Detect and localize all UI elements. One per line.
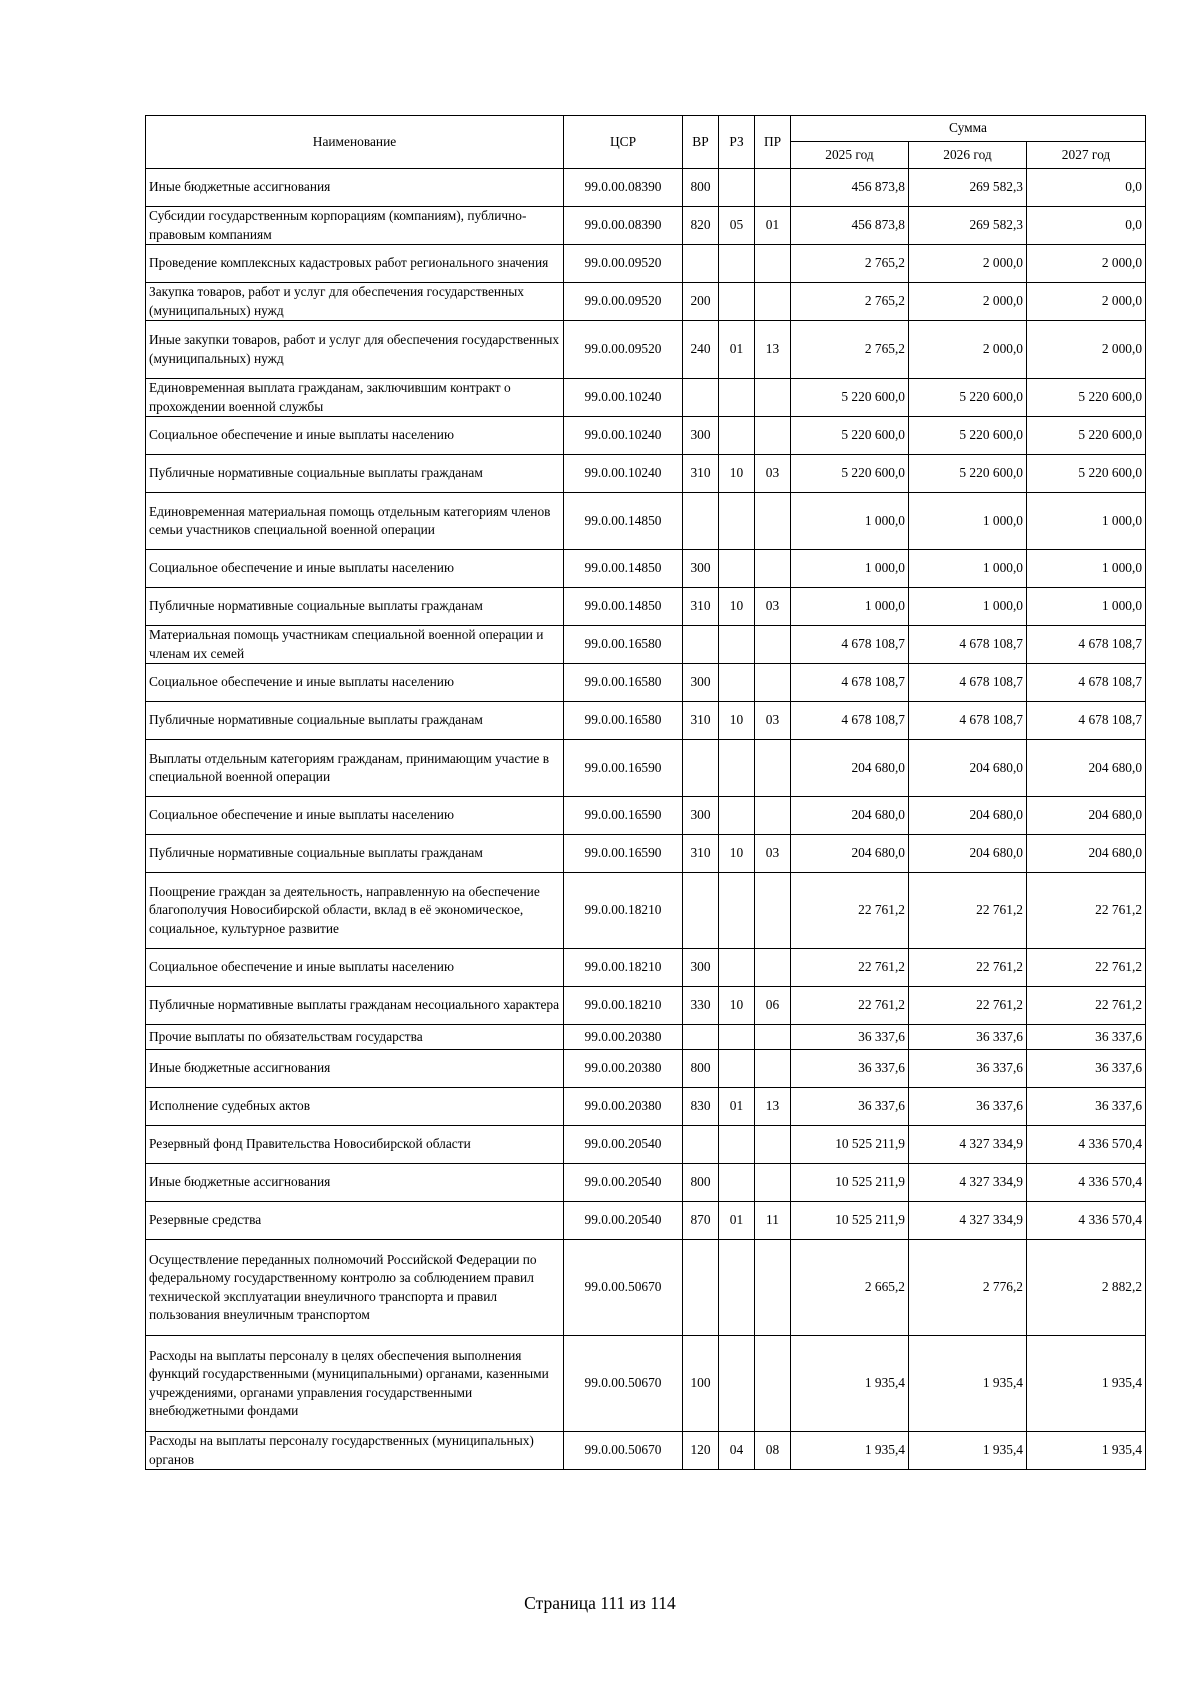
table-cell-name: Иные закупки товаров, работ и услуг для обеспечения государственных (муниципальных) нужд <box>146 321 564 379</box>
table-row <box>146 493 1146 550</box>
table-cell-rz <box>719 1050 755 1088</box>
table-cell-csr: 99.0.00.16580 <box>564 664 683 702</box>
table-cell-2025: 4 678 108,7 <box>791 664 909 702</box>
table-cell-pr <box>755 379 791 417</box>
table-cell-2027: 4 336 570,4 <box>1027 1126 1146 1164</box>
table-cell-rz: 05 <box>719 207 755 245</box>
table-cell-pr <box>755 1050 791 1088</box>
table-cell-name: Поощрение граждан за деятельность, направленную на обеспечение благополучия Новосибирской области, вклад в её экономическое, социальное, культурное развитие <box>146 873 564 949</box>
table-cell-rz <box>719 1126 755 1164</box>
table-cell-pr <box>755 740 791 797</box>
table-cell-vr: 120 <box>683 1432 719 1470</box>
table-cell-pr: 03 <box>755 455 791 493</box>
table-row <box>146 455 1146 493</box>
table-cell-2027: 4 336 570,4 <box>1027 1164 1146 1202</box>
table-cell-2025: 4 678 108,7 <box>791 626 909 664</box>
table-row <box>146 1126 1146 1164</box>
table-cell-2027: 2 882,2 <box>1027 1240 1146 1336</box>
table-cell-rz <box>719 873 755 949</box>
table-cell-2027: 5 220 600,0 <box>1027 455 1146 493</box>
table-row <box>146 702 1146 740</box>
table-cell-csr: 99.0.00.16580 <box>564 626 683 664</box>
table-cell-rz <box>719 379 755 417</box>
table-cell-2027: 1 000,0 <box>1027 588 1146 626</box>
table-row <box>146 1025 1146 1050</box>
table-cell-csr: 99.0.00.20380 <box>564 1025 683 1050</box>
table-cell-2027: 0,0 <box>1027 169 1146 207</box>
table-cell-2025: 5 220 600,0 <box>791 455 909 493</box>
table-cell-rz <box>719 1025 755 1050</box>
table-cell-name: Расходы на выплаты персоналу в целях обеспечения выполнения функций государственными (муниципальными) органами, казенными учреждениями, органами управления государственными внебюджетными фондами <box>146 1336 564 1432</box>
table-cell-pr: 13 <box>755 321 791 379</box>
table-cell-csr: 99.0.00.18210 <box>564 949 683 987</box>
table-row <box>146 1050 1146 1088</box>
table-cell-pr <box>755 1336 791 1432</box>
table-cell-rz <box>719 493 755 550</box>
table-cell-csr: 99.0.00.09520 <box>564 283 683 321</box>
table-cell-name: Единовременная материальная помощь отдельным категориям членов семьи участников специальной военной операции <box>146 493 564 550</box>
table-row <box>146 379 1146 417</box>
table-cell-pr: 03 <box>755 702 791 740</box>
table-cell-name: Выплаты отдельным категориям гражданам, принимающим участие в специальной военной операции <box>146 740 564 797</box>
table-row <box>146 417 1146 455</box>
table-row <box>146 664 1146 702</box>
table-row <box>146 1088 1146 1126</box>
header-year-2026: 2026 год <box>909 142 1027 169</box>
table-cell-2027: 0,0 <box>1027 207 1146 245</box>
table-cell-pr <box>755 873 791 949</box>
table-cell-csr: 99.0.00.08390 <box>564 207 683 245</box>
table-cell-2027: 2 000,0 <box>1027 283 1146 321</box>
table-cell-name: Субсидии государственным корпорациям (компаниям), публично-правовым компаниям <box>146 207 564 245</box>
table-cell-vr: 100 <box>683 1336 719 1432</box>
table-cell-2026: 4 678 108,7 <box>909 664 1027 702</box>
table-cell-2025: 10 525 211,9 <box>791 1126 909 1164</box>
table-cell-rz <box>719 949 755 987</box>
table-cell-2026: 204 680,0 <box>909 797 1027 835</box>
table-cell-pr <box>755 664 791 702</box>
table-row <box>146 987 1146 1025</box>
table-cell-2027: 5 220 600,0 <box>1027 417 1146 455</box>
table-row <box>146 1432 1146 1470</box>
table-cell-2027: 36 337,6 <box>1027 1088 1146 1126</box>
table-cell-2027: 1 000,0 <box>1027 493 1146 550</box>
table-row <box>146 797 1146 835</box>
table-cell-pr <box>755 1240 791 1336</box>
table-cell-rz <box>719 664 755 702</box>
table-cell-2026: 2 000,0 <box>909 321 1027 379</box>
table-cell-csr: 99.0.00.18210 <box>564 873 683 949</box>
table-cell-2026: 1 935,4 <box>909 1336 1027 1432</box>
table-cell-rz <box>719 550 755 588</box>
table-row <box>146 1240 1146 1336</box>
header-rz: РЗ <box>719 116 755 169</box>
table-cell-csr: 99.0.00.20380 <box>564 1088 683 1126</box>
table-cell-2026: 2 776,2 <box>909 1240 1027 1336</box>
table-cell-2026: 22 761,2 <box>909 949 1027 987</box>
table-cell-name: Иные бюджетные ассигнования <box>146 1164 564 1202</box>
table-cell-csr: 99.0.00.20380 <box>564 1050 683 1088</box>
header-csr: ЦСР <box>564 116 683 169</box>
table-cell-2027: 204 680,0 <box>1027 740 1146 797</box>
table-cell-2026: 1 935,4 <box>909 1432 1027 1470</box>
table-row <box>146 1202 1146 1240</box>
table-cell-vr: 310 <box>683 455 719 493</box>
header-sum: Сумма <box>791 116 1146 142</box>
table-cell-rz <box>719 417 755 455</box>
table-cell-vr: 800 <box>683 1050 719 1088</box>
table-cell-vr: 300 <box>683 797 719 835</box>
table-cell-name: Социальное обеспечение и иные выплаты населению <box>146 949 564 987</box>
table-cell-2026: 2 000,0 <box>909 283 1027 321</box>
table-cell-2026: 5 220 600,0 <box>909 379 1027 417</box>
table-cell-rz <box>719 1336 755 1432</box>
table-row <box>146 169 1146 207</box>
table-cell-2026: 36 337,6 <box>909 1050 1027 1088</box>
table-row <box>146 588 1146 626</box>
table-cell-vr <box>683 493 719 550</box>
table-cell-2027: 204 680,0 <box>1027 835 1146 873</box>
table-cell-2026: 5 220 600,0 <box>909 417 1027 455</box>
table-cell-2026: 4 327 334,9 <box>909 1164 1027 1202</box>
table-cell-2025: 22 761,2 <box>791 949 909 987</box>
table-cell-2026: 22 761,2 <box>909 873 1027 949</box>
table-cell-2027: 2 000,0 <box>1027 321 1146 379</box>
table-cell-name: Проведение комплексных кадастровых работ регионального значения <box>146 245 564 283</box>
table-cell-csr: 99.0.00.16590 <box>564 835 683 873</box>
table-cell-2025: 1 935,4 <box>791 1432 909 1470</box>
table-cell-csr: 99.0.00.20540 <box>564 1202 683 1240</box>
table-cell-2027: 36 337,6 <box>1027 1025 1146 1050</box>
table-cell-vr <box>683 740 719 797</box>
header-pr: ПР <box>755 116 791 169</box>
table-row <box>146 550 1146 588</box>
table-cell-name: Социальное обеспечение и иные выплаты населению <box>146 550 564 588</box>
table-cell-pr <box>755 245 791 283</box>
header-name: Наименование <box>146 116 564 169</box>
table-cell-vr: 870 <box>683 1202 719 1240</box>
table-cell-name: Прочие выплаты по обязательствам государства <box>146 1025 564 1050</box>
table-cell-2025: 1 000,0 <box>791 493 909 550</box>
table-cell-2026: 204 680,0 <box>909 740 1027 797</box>
table-cell-2027: 4 678 108,7 <box>1027 702 1146 740</box>
table-cell-2027: 4 678 108,7 <box>1027 626 1146 664</box>
table-cell-2027: 22 761,2 <box>1027 873 1146 949</box>
table-cell-pr <box>755 1025 791 1050</box>
table-cell-rz <box>719 1240 755 1336</box>
table-cell-2025: 204 680,0 <box>791 740 909 797</box>
table-cell-2026: 2 000,0 <box>909 245 1027 283</box>
table-cell-rz: 10 <box>719 588 755 626</box>
header-vr: ВР <box>683 116 719 169</box>
table-cell-name: Иные бюджетные ассигнования <box>146 169 564 207</box>
table-row <box>146 873 1146 949</box>
table-cell-2026: 269 582,3 <box>909 169 1027 207</box>
table-cell-csr: 99.0.00.16590 <box>564 740 683 797</box>
table-cell-csr: 99.0.00.10240 <box>564 417 683 455</box>
table-cell-rz <box>719 169 755 207</box>
table-cell-pr: 13 <box>755 1088 791 1126</box>
table-cell-2026: 4 678 108,7 <box>909 702 1027 740</box>
table-cell-vr: 300 <box>683 664 719 702</box>
table-cell-name: Социальное обеспечение и иные выплаты населению <box>146 797 564 835</box>
table-cell-name: Материальная помощь участникам специальной военной операции и членам их семей <box>146 626 564 664</box>
table-cell-csr: 99.0.00.50670 <box>564 1240 683 1336</box>
table-cell-2025: 456 873,8 <box>791 207 909 245</box>
table-cell-2025: 4 678 108,7 <box>791 702 909 740</box>
table-cell-pr: 01 <box>755 207 791 245</box>
table-cell-csr: 99.0.00.08390 <box>564 169 683 207</box>
table-cell-rz: 01 <box>719 1202 755 1240</box>
table-cell-pr: 06 <box>755 987 791 1025</box>
table-row <box>146 626 1146 664</box>
table-cell-2025: 2 765,2 <box>791 245 909 283</box>
table-cell-2025: 10 525 211,9 <box>791 1164 909 1202</box>
table-cell-name: Социальное обеспечение и иные выплаты населению <box>146 417 564 455</box>
table-cell-csr: 99.0.00.50670 <box>564 1432 683 1470</box>
table-cell-pr: 03 <box>755 588 791 626</box>
table-cell-2027: 36 337,6 <box>1027 1050 1146 1088</box>
table-cell-2025: 22 761,2 <box>791 987 909 1025</box>
table-cell-pr <box>755 550 791 588</box>
table-cell-2027: 4 678 108,7 <box>1027 664 1146 702</box>
table-cell-pr <box>755 417 791 455</box>
table-cell-name: Публичные нормативные социальные выплаты гражданам <box>146 455 564 493</box>
table-cell-2027: 1 935,4 <box>1027 1336 1146 1432</box>
table-row <box>146 835 1146 873</box>
table-cell-rz: 01 <box>719 1088 755 1126</box>
table-cell-name: Публичные нормативные социальные выплаты гражданам <box>146 835 564 873</box>
table-cell-vr <box>683 245 719 283</box>
table-cell-csr: 99.0.00.10240 <box>564 379 683 417</box>
table-cell-2027: 4 336 570,4 <box>1027 1202 1146 1240</box>
table-cell-2026: 5 220 600,0 <box>909 455 1027 493</box>
table-cell-2026: 1 000,0 <box>909 550 1027 588</box>
table-cell-2025: 2 765,2 <box>791 283 909 321</box>
table-cell-vr: 820 <box>683 207 719 245</box>
table-cell-csr: 99.0.00.14850 <box>564 493 683 550</box>
table-cell-name: Расходы на выплаты персоналу государственных (муниципальных) органов <box>146 1432 564 1470</box>
table-cell-rz: 10 <box>719 455 755 493</box>
table-cell-pr: 08 <box>755 1432 791 1470</box>
table-cell-2026: 22 761,2 <box>909 987 1027 1025</box>
table-cell-csr: 99.0.00.50670 <box>564 1336 683 1432</box>
table-cell-pr <box>755 626 791 664</box>
table-cell-2025: 1 000,0 <box>791 588 909 626</box>
table-cell-2027: 22 761,2 <box>1027 987 1146 1025</box>
table-row <box>146 949 1146 987</box>
table-cell-pr <box>755 949 791 987</box>
table-cell-2026: 269 582,3 <box>909 207 1027 245</box>
table-cell-name: Резервный фонд Правительства Новосибирской области <box>146 1126 564 1164</box>
table-cell-rz: 01 <box>719 321 755 379</box>
table-cell-rz <box>719 1164 755 1202</box>
table-cell-name: Публичные нормативные выплаты гражданам несоциального характера <box>146 987 564 1025</box>
table-cell-rz: 10 <box>719 987 755 1025</box>
table-row <box>146 245 1146 283</box>
table-row <box>146 321 1146 379</box>
table-cell-2025: 456 873,8 <box>791 169 909 207</box>
table-cell-vr: 800 <box>683 169 719 207</box>
table-cell-2025: 204 680,0 <box>791 835 909 873</box>
table-cell-csr: 99.0.00.14850 <box>564 550 683 588</box>
table-cell-name: Осуществление переданных полномочий Российской Федерации по федеральному государственному контролю за соблюдением правил технической эксплуатации внеуличного транспорта и правил пользования внеуличным транспортом <box>146 1240 564 1336</box>
table-cell-vr: 310 <box>683 835 719 873</box>
table-cell-csr: 99.0.00.20540 <box>564 1164 683 1202</box>
table-cell-vr: 330 <box>683 987 719 1025</box>
table-cell-name: Публичные нормативные социальные выплаты гражданам <box>146 588 564 626</box>
table-cell-2026: 1 000,0 <box>909 588 1027 626</box>
table-cell-2025: 5 220 600,0 <box>791 379 909 417</box>
table-cell-vr <box>683 1126 719 1164</box>
table-cell-csr: 99.0.00.16580 <box>564 702 683 740</box>
table-cell-2027: 1 000,0 <box>1027 550 1146 588</box>
table-cell-2025: 10 525 211,9 <box>791 1202 909 1240</box>
table-cell-2025: 36 337,6 <box>791 1088 909 1126</box>
table-cell-csr: 99.0.00.10240 <box>564 455 683 493</box>
table-row <box>146 207 1146 245</box>
table-cell-2025: 2 665,2 <box>791 1240 909 1336</box>
table-cell-2027: 204 680,0 <box>1027 797 1146 835</box>
table-cell-csr: 99.0.00.14850 <box>564 588 683 626</box>
table-cell-vr: 310 <box>683 702 719 740</box>
table-cell-vr <box>683 1240 719 1336</box>
table-cell-2026: 1 000,0 <box>909 493 1027 550</box>
table-row <box>146 1164 1146 1202</box>
table-cell-rz: 04 <box>719 1432 755 1470</box>
table-cell-pr: 11 <box>755 1202 791 1240</box>
table-cell-pr <box>755 1164 791 1202</box>
table-cell-csr: 99.0.00.09520 <box>564 245 683 283</box>
table-cell-2027: 5 220 600,0 <box>1027 379 1146 417</box>
table-cell-pr <box>755 283 791 321</box>
table-cell-2026: 204 680,0 <box>909 835 1027 873</box>
table-row <box>146 740 1146 797</box>
table-cell-csr: 99.0.00.09520 <box>564 321 683 379</box>
table-cell-vr <box>683 379 719 417</box>
table-cell-vr <box>683 1025 719 1050</box>
table-row <box>146 1336 1146 1432</box>
table-cell-2026: 36 337,6 <box>909 1025 1027 1050</box>
table-cell-rz <box>719 245 755 283</box>
table-cell-vr <box>683 873 719 949</box>
table-cell-2026: 4 327 334,9 <box>909 1202 1027 1240</box>
table-cell-csr: 99.0.00.18210 <box>564 987 683 1025</box>
table-cell-name: Публичные нормативные социальные выплаты гражданам <box>146 702 564 740</box>
table-cell-name: Иные бюджетные ассигнования <box>146 1050 564 1088</box>
table-cell-2027: 1 935,4 <box>1027 1432 1146 1470</box>
table-cell-2027: 2 000,0 <box>1027 245 1146 283</box>
table-cell-2025: 2 765,2 <box>791 321 909 379</box>
table-cell-csr: 99.0.00.16590 <box>564 797 683 835</box>
table-cell-rz <box>719 626 755 664</box>
table-cell-pr: 03 <box>755 835 791 873</box>
table-cell-rz <box>719 797 755 835</box>
table-cell-pr <box>755 169 791 207</box>
header-year-2025: 2025 год <box>791 142 909 169</box>
table-cell-name: Исполнение судебных актов <box>146 1088 564 1126</box>
table-cell-2026: 36 337,6 <box>909 1088 1027 1126</box>
table-cell-vr: 200 <box>683 283 719 321</box>
table-cell-2025: 1 000,0 <box>791 550 909 588</box>
table-cell-vr: 300 <box>683 417 719 455</box>
table-cell-csr: 99.0.00.20540 <box>564 1126 683 1164</box>
table-cell-name: Единовременная выплата гражданам, заключившим контракт о прохождении военной службы <box>146 379 564 417</box>
table-cell-2025: 204 680,0 <box>791 797 909 835</box>
table-cell-rz <box>719 283 755 321</box>
table-cell-2026: 4 678 108,7 <box>909 626 1027 664</box>
page-number: Страница 111 из 114 <box>524 1593 676 1613</box>
table-cell-pr <box>755 797 791 835</box>
table-cell-2025: 1 935,4 <box>791 1336 909 1432</box>
table-cell-2025: 5 220 600,0 <box>791 417 909 455</box>
table-cell-pr <box>755 493 791 550</box>
table-body <box>146 169 1146 1470</box>
table-cell-pr <box>755 1126 791 1164</box>
table-cell-rz <box>719 740 755 797</box>
table-cell-name: Социальное обеспечение и иные выплаты населению <box>146 664 564 702</box>
table-cell-name: Закупка товаров, работ и услуг для обеспечения государственных (муниципальных) нужд <box>146 283 564 321</box>
table-cell-vr: 300 <box>683 550 719 588</box>
table-cell-name: Резервные средства <box>146 1202 564 1240</box>
table-cell-2025: 36 337,6 <box>791 1050 909 1088</box>
table-cell-2027: 22 761,2 <box>1027 949 1146 987</box>
table-cell-vr: 310 <box>683 588 719 626</box>
table-cell-vr: 300 <box>683 949 719 987</box>
table-cell-rz: 10 <box>719 702 755 740</box>
table-cell-vr: 800 <box>683 1164 719 1202</box>
table-cell-rz: 10 <box>719 835 755 873</box>
header-year-2027: 2027 год <box>1027 142 1146 169</box>
table-cell-2025: 22 761,2 <box>791 873 909 949</box>
table-cell-vr: 830 <box>683 1088 719 1126</box>
table-cell-vr <box>683 626 719 664</box>
table-cell-2026: 4 327 334,9 <box>909 1126 1027 1164</box>
table-row <box>146 283 1146 321</box>
table-cell-vr: 240 <box>683 321 719 379</box>
table-cell-2025: 36 337,6 <box>791 1025 909 1050</box>
budget-table <box>145 115 1146 1470</box>
